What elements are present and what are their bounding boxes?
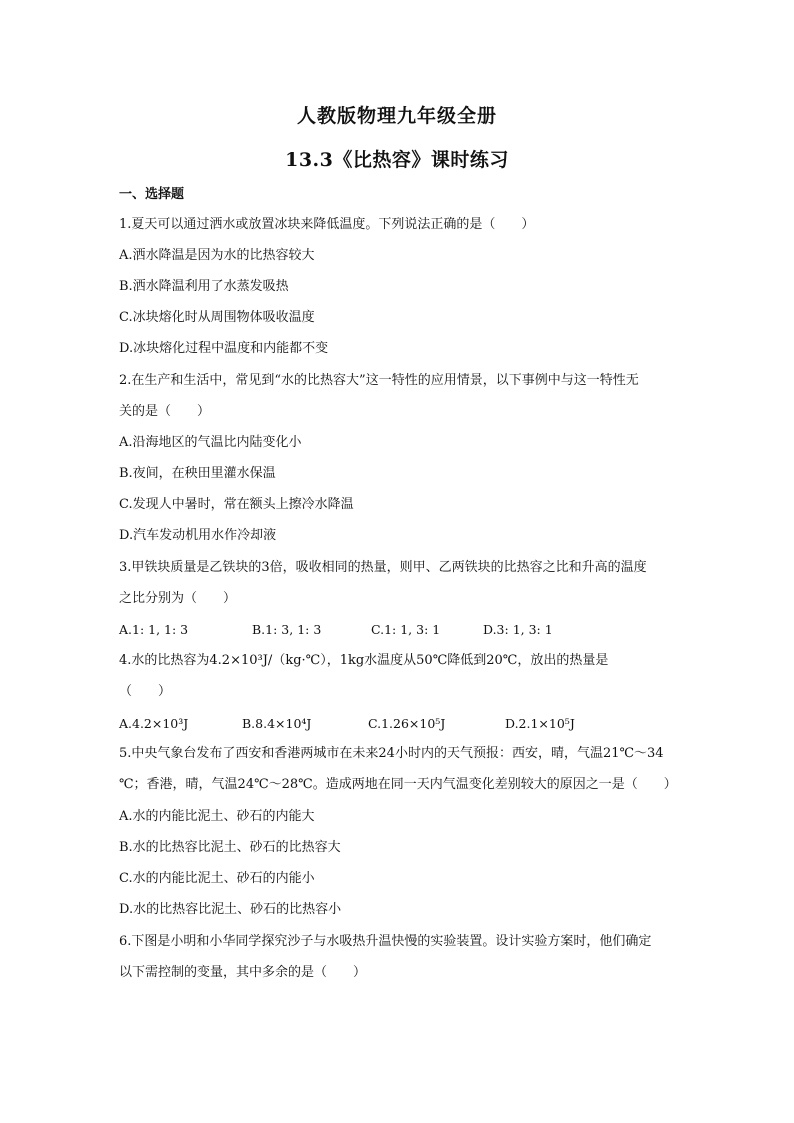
question-2-option-a: A.沿海地区的气温比内陆变化小 [119, 435, 302, 450]
question-2-option-c: C.发现人中暑时，常在额头上擦冷水降温 [119, 497, 354, 512]
question-3-option-a: A.1: 1, 1: 3 [119, 622, 189, 637]
question-4-option-d: D.2.1×10⁵J [505, 716, 575, 731]
question-5-option-d: D.水的比热容比泥土、砂石的比热容小 [119, 902, 342, 917]
question-5-stem-line-1: 5.中央气象台发布了西安和香港两城市在未来24小时内的天气预报：西安，晴，气温21℃～34 [119, 746, 664, 761]
document-title: 人教版物理九年级全册 [296, 105, 497, 127]
question-2-option-b: B.夜间，在秧田里灌水保温 [119, 466, 276, 481]
section-heading: 一、选择题 [119, 187, 185, 202]
question-3-stem-line-2: 之比分别为（ ） [119, 591, 237, 606]
question-1-option-c: C.冰块熔化时从周围物体吸收温度 [119, 310, 315, 325]
document-subtitle: 13.3《比热容》课时练习 [285, 149, 509, 171]
question-3-stem-line-1: 3.甲铁块质量是乙铁块的3倍，吸收相同的热量，则甲、乙两铁块的比热容之比和升高的温度 [119, 560, 647, 575]
question-2-stem-line-2: 关的是（ ） [119, 404, 211, 419]
question-1-option-a: A.洒水降温是因为水的比热容较大 [119, 248, 315, 263]
question-4-option-a: A.4.2×10³J [119, 716, 189, 731]
question-4-option-c: C.1.26×10⁵J [368, 716, 446, 731]
question-2-stem-line-1: 2.在生产和生活中，常见到“水的比热容大”这一特性的应用情景，以下事例中与这一特性无 [119, 373, 639, 388]
question-5-option-a: A.水的内能比泥土、砂石的内能大 [119, 809, 315, 824]
question-1-option-d: D.冰块熔化过程中温度和内能都不变 [119, 341, 329, 356]
question-4-stem-line-1: 4.水的比热容为4.2×10³J/（kg·℃），1kg水温度从50℃降低到20℃，放出的热量是 [119, 653, 609, 668]
question-3-option-d: D.3: 1, 3: 1 [483, 622, 553, 637]
question-5-option-c: C.水的内能比泥土、砂石的内能小 [119, 871, 315, 886]
question-5-option-b: B.水的比热容比泥土、砂石的比热容大 [119, 840, 341, 855]
question-1-option-b: B.洒水降温利用了水蒸发吸热 [119, 279, 289, 294]
question-3-option-b: B.1: 3, 1: 3 [252, 622, 322, 637]
question-2-option-d: D.汽车发动机用水作冷却液 [119, 528, 277, 543]
question-6-stem-line-2: 以下需控制的变量，其中多余的是（ ） [119, 965, 367, 980]
question-4-option-b: B.8.4×10⁴J [242, 716, 312, 731]
question-5-stem-line-2: ℃；香港，晴，气温24℃～28℃。造成两地在同一天内气温变化差别较大的原因之一是（ ） [119, 777, 677, 792]
question-4-stem-line-2: （ ） [119, 684, 172, 699]
question-3-option-c: C.1: 1, 3: 1 [371, 622, 441, 637]
question-6-stem-line-1: 6.下图是小明和小华同学探究沙子与水吸热升温快慢的实验装置。设计实验方案时，他们确定 [119, 934, 652, 949]
question-1-stem: 1.夏天可以通过洒水或放置冰块来降低温度。下列说法正确的是（ ） [119, 217, 535, 232]
